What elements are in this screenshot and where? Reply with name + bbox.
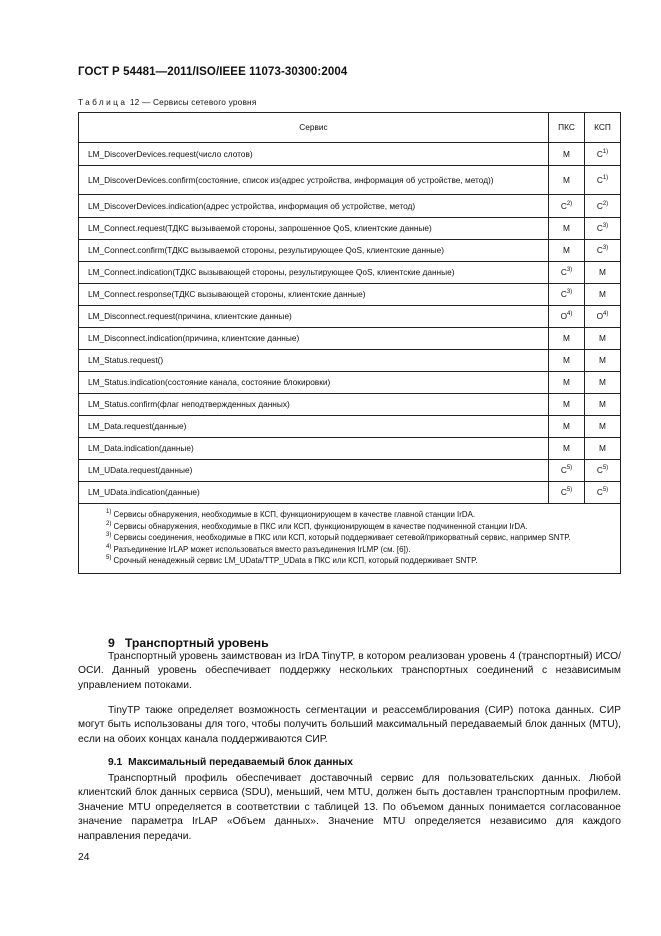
table-note — [88, 544, 613, 556]
table-note — [88, 521, 613, 533]
pks-cell — [549, 416, 585, 438]
ksp-cell — [584, 306, 620, 328]
ksp-cell-value: C — [596, 245, 603, 255]
ksp-cell — [584, 372, 620, 394]
footnote-ref: 2) — [566, 200, 573, 207]
pks-cell-value: M — [563, 421, 570, 431]
pks-cell-value: M — [563, 148, 570, 159]
table-row — [79, 284, 621, 306]
table-row — [79, 218, 621, 240]
service-cell-value: LM_Disconnect.request(причина, клиентские данные) — [88, 311, 292, 321]
service-cell-value: LM_Status.confirm(флаг неподтвержденных данных) — [88, 399, 290, 409]
services-table — [78, 112, 621, 574]
footnote-ref: 5) — [566, 465, 573, 471]
footnote-ref: 3) — [566, 267, 573, 273]
ksp-cell-value: C — [596, 487, 603, 497]
ksp-cell — [584, 218, 620, 240]
pks-cell — [549, 460, 585, 482]
service-cell-value: LM_UData.indication(данные) — [88, 487, 200, 497]
ksp-cell-value: C — [596, 148, 603, 159]
section-9-1-number: 9.1 — [108, 757, 123, 768]
pks-cell — [549, 328, 585, 350]
note-mark: 5) — [106, 555, 112, 562]
pks-cell-value: M — [563, 377, 570, 387]
service-cell-value: LM_Data.indication(данные) — [88, 443, 194, 453]
service-cell-value: LM_Connect.request(ТДКС вызываемой стороны, запрошенное QoS, клиентские данные) — [88, 223, 432, 233]
pks-cell-value: C — [560, 465, 567, 475]
note-mark: 4) — [106, 543, 112, 550]
ksp-cell-value: O — [596, 311, 604, 321]
column-header-ksp: КСП — [584, 113, 620, 143]
pks-cell — [549, 195, 585, 218]
ksp-cell-value: C — [596, 223, 603, 233]
ksp-cell-value: M — [599, 421, 606, 431]
pks-cell-value: O — [560, 311, 568, 321]
service-cell — [79, 328, 549, 350]
service-cell — [79, 460, 549, 482]
pks-cell-value: M — [563, 333, 570, 343]
footnote-ref: 1) — [602, 148, 609, 155]
pks-cell-value: C — [560, 267, 567, 277]
table-notes-row — [79, 504, 621, 574]
table-row — [79, 143, 621, 166]
table-header-row — [79, 113, 621, 143]
pks-cell — [549, 240, 585, 262]
table-row — [79, 394, 621, 416]
service-cell — [79, 394, 549, 416]
table-row — [79, 306, 621, 328]
note-mark: 3) — [106, 532, 112, 539]
ksp-cell-value: M — [599, 399, 606, 409]
service-cell-value: LM_Connect.response(ТДКС вызывающей стороны, клиентские данные) — [88, 289, 366, 299]
ksp-cell — [584, 166, 620, 195]
pks-cell-value: M — [563, 443, 570, 453]
ksp-cell — [584, 143, 620, 166]
service-cell-value: LM_DiscoverDevices.request(число слотов) — [88, 148, 253, 159]
service-cell-value: LM_Connect.confirm(ТДКС вызываемой стороны, результирующее QoS, клиентские данные) — [88, 245, 444, 255]
page-number: 24 — [78, 852, 90, 863]
pks-cell-value: M — [563, 355, 570, 365]
section-9-paragraph-2: TinyTP также определяет возможность сегментации и реассемблирования (СИР) потока данных. СИР могут быть использованы для того, чтобы получить больший максимальный передаваемый блок данных (MTU), если на обоих концах канала поддерживаются СИР. — [78, 705, 621, 745]
pks-cell — [549, 143, 585, 166]
note-text: Срочный ненадежный сервис LM_UData/TTP_UData в ПКС или КСП, который поддерживает SNTP. — [111, 556, 478, 566]
ksp-cell — [584, 195, 620, 218]
service-cell — [79, 143, 549, 166]
footnote-ref: 4) — [603, 311, 609, 317]
service-cell — [79, 350, 549, 372]
ksp-cell — [584, 482, 620, 504]
footnote-ref: 5) — [566, 487, 573, 493]
section-9-title: Транспортный уровень — [124, 636, 269, 650]
footnote-ref: 4) — [567, 311, 573, 317]
service-cell — [79, 218, 549, 240]
note-mark: 1) — [106, 509, 112, 515]
pks-cell-value: M — [563, 245, 570, 255]
table-caption-text: 12 — Сервисы сетевого уровня — [127, 97, 257, 107]
table-notes — [79, 504, 621, 574]
note-text: Разъединение IrLAP может использоваться вместо разъединения IrLMP (см. [6]). — [111, 544, 411, 554]
pks-cell — [549, 218, 585, 240]
table-row — [79, 328, 621, 350]
table-note — [88, 532, 613, 544]
ksp-cell-value: M — [599, 267, 606, 277]
table-row — [79, 482, 621, 504]
footnote-ref: 3) — [602, 223, 609, 229]
table-caption — [78, 97, 257, 107]
pks-cell-value: C — [560, 487, 567, 497]
table-row — [79, 240, 621, 262]
pks-cell-value: C — [560, 289, 567, 299]
section-9-paragraph-1: Транспортный уровень заимствован из IrDA TinyTP, в котором реализован уровень 4 (транспортный) ИСО/ОСИ. Данный уровень обеспечивает поддержку нескольких транспортных соединений с независимым управлением потоками. — [78, 651, 621, 691]
section-9-1-title: Максимальный передаваемый блок данных — [128, 757, 353, 768]
footnote-ref: 5) — [602, 465, 609, 471]
table-caption-word: Таблица — [78, 97, 128, 107]
table-row — [79, 195, 621, 218]
table-note — [88, 555, 613, 567]
ksp-cell-value: C — [596, 200, 603, 211]
table-note — [88, 509, 613, 521]
ksp-cell-value: M — [599, 443, 606, 453]
section-9-number: 9 — [108, 636, 115, 650]
pks-cell — [549, 482, 585, 504]
service-cell-value: LM_DiscoverDevices.confirm(состояние, список из(адрес устройства, информация об устройстве, метод)) — [88, 174, 494, 185]
table-row — [79, 416, 621, 438]
service-cell-value: LM_Disconnect.indication(причина, клиентские данные) — [88, 333, 300, 343]
pks-cell-value: C — [560, 200, 567, 211]
note-text: Сервисы соединения, необходимые в ПКС или КСП, который поддерживает сетевой/прикорватный сервис, например SNTP. — [111, 533, 571, 543]
ksp-cell — [584, 240, 620, 262]
pks-cell — [549, 262, 585, 284]
table-row — [79, 438, 621, 460]
service-cell — [79, 372, 549, 394]
pks-cell — [549, 394, 585, 416]
section-9-1-paragraph: Транспортный профиль обеспечивает доставочный сервис для пользовательских данных. Любой клиентский блок данных сервиса (SDU), меньший, чем MTU, должен быть доставлен транспортным профилем. Значение MTU определяется в соответствии с таблицей 13. По объемом данных понимается согласованное значение параметра IrLAP «Объем данных». Значение MTU определяется независимо для каждого направления передачи. — [78, 773, 621, 842]
ksp-cell-value: M — [599, 289, 606, 299]
table-row — [79, 350, 621, 372]
footnote-ref: 3) — [602, 245, 609, 251]
pks-cell-value: M — [563, 399, 570, 409]
ksp-cell — [584, 284, 620, 306]
footnote-ref: 5) — [602, 487, 609, 493]
service-cell — [79, 284, 549, 306]
pks-cell-value: M — [563, 223, 570, 233]
ksp-cell-value: M — [599, 377, 606, 387]
ksp-cell-value: C — [596, 174, 603, 185]
column-header-pks: ПКС — [549, 113, 585, 143]
pks-cell — [549, 306, 585, 328]
table-row — [79, 262, 621, 284]
section-9-heading — [108, 636, 269, 650]
footnote-ref: 3) — [566, 289, 573, 295]
note-text: Сервисы обнаружения, необходимые в ПКС или КСП, функционирующем в качестве подчиненной станции IrDA. — [111, 521, 528, 531]
pks-cell-value: M — [563, 174, 570, 185]
service-cell — [79, 416, 549, 438]
service-cell-value: LM_Connect.indication(ТДКС вызывающей стороны, результирующее QoS, клиентские данные) — [88, 267, 455, 277]
table-row — [79, 166, 621, 195]
ksp-cell — [584, 328, 620, 350]
pks-cell — [549, 438, 585, 460]
service-cell — [79, 240, 549, 262]
pks-cell — [549, 166, 585, 195]
ksp-cell-value: M — [599, 333, 606, 343]
table-row — [79, 460, 621, 482]
service-cell-value: LM_Status.indication(состояние канала, состояние блокировки) — [88, 377, 331, 387]
service-cell — [79, 195, 549, 218]
pks-cell — [549, 372, 585, 394]
service-cell-value: LM_Status.request() — [88, 355, 164, 365]
service-cell — [79, 482, 549, 504]
ksp-cell — [584, 416, 620, 438]
service-cell — [79, 166, 549, 195]
pks-cell — [549, 284, 585, 306]
section-9-1-heading — [108, 757, 353, 768]
ksp-cell — [584, 350, 620, 372]
document-header: ГОСТ Р 54481—2011/ISO/IEEE 11073-30300:2004 — [78, 66, 348, 78]
pks-cell — [549, 350, 585, 372]
service-cell — [79, 438, 549, 460]
ksp-cell-value: M — [599, 355, 606, 365]
service-cell-value: LM_Data.request(данные) — [88, 421, 187, 431]
service-cell-value: LM_UData.request(данные) — [88, 465, 193, 475]
service-cell-value: LM_DiscoverDevices.indication(адрес устройства, информация об устройстве, метод) — [88, 200, 416, 211]
ksp-cell — [584, 460, 620, 482]
ksp-cell — [584, 438, 620, 460]
service-cell — [79, 262, 549, 284]
ksp-cell-value: C — [596, 465, 603, 475]
footnote-ref: 2) — [602, 200, 609, 207]
footnote-ref: 1) — [602, 174, 609, 181]
table-body — [79, 143, 621, 574]
ksp-cell — [584, 262, 620, 284]
note-text: Сервисы обнаружения, необходимые в КСП, функционирующем в качестве главной станции IrDA. — [111, 510, 476, 519]
ksp-cell — [584, 394, 620, 416]
table-row — [79, 372, 621, 394]
service-cell — [79, 306, 549, 328]
note-mark: 2) — [106, 520, 112, 527]
column-header-service: Сервис — [79, 113, 549, 143]
